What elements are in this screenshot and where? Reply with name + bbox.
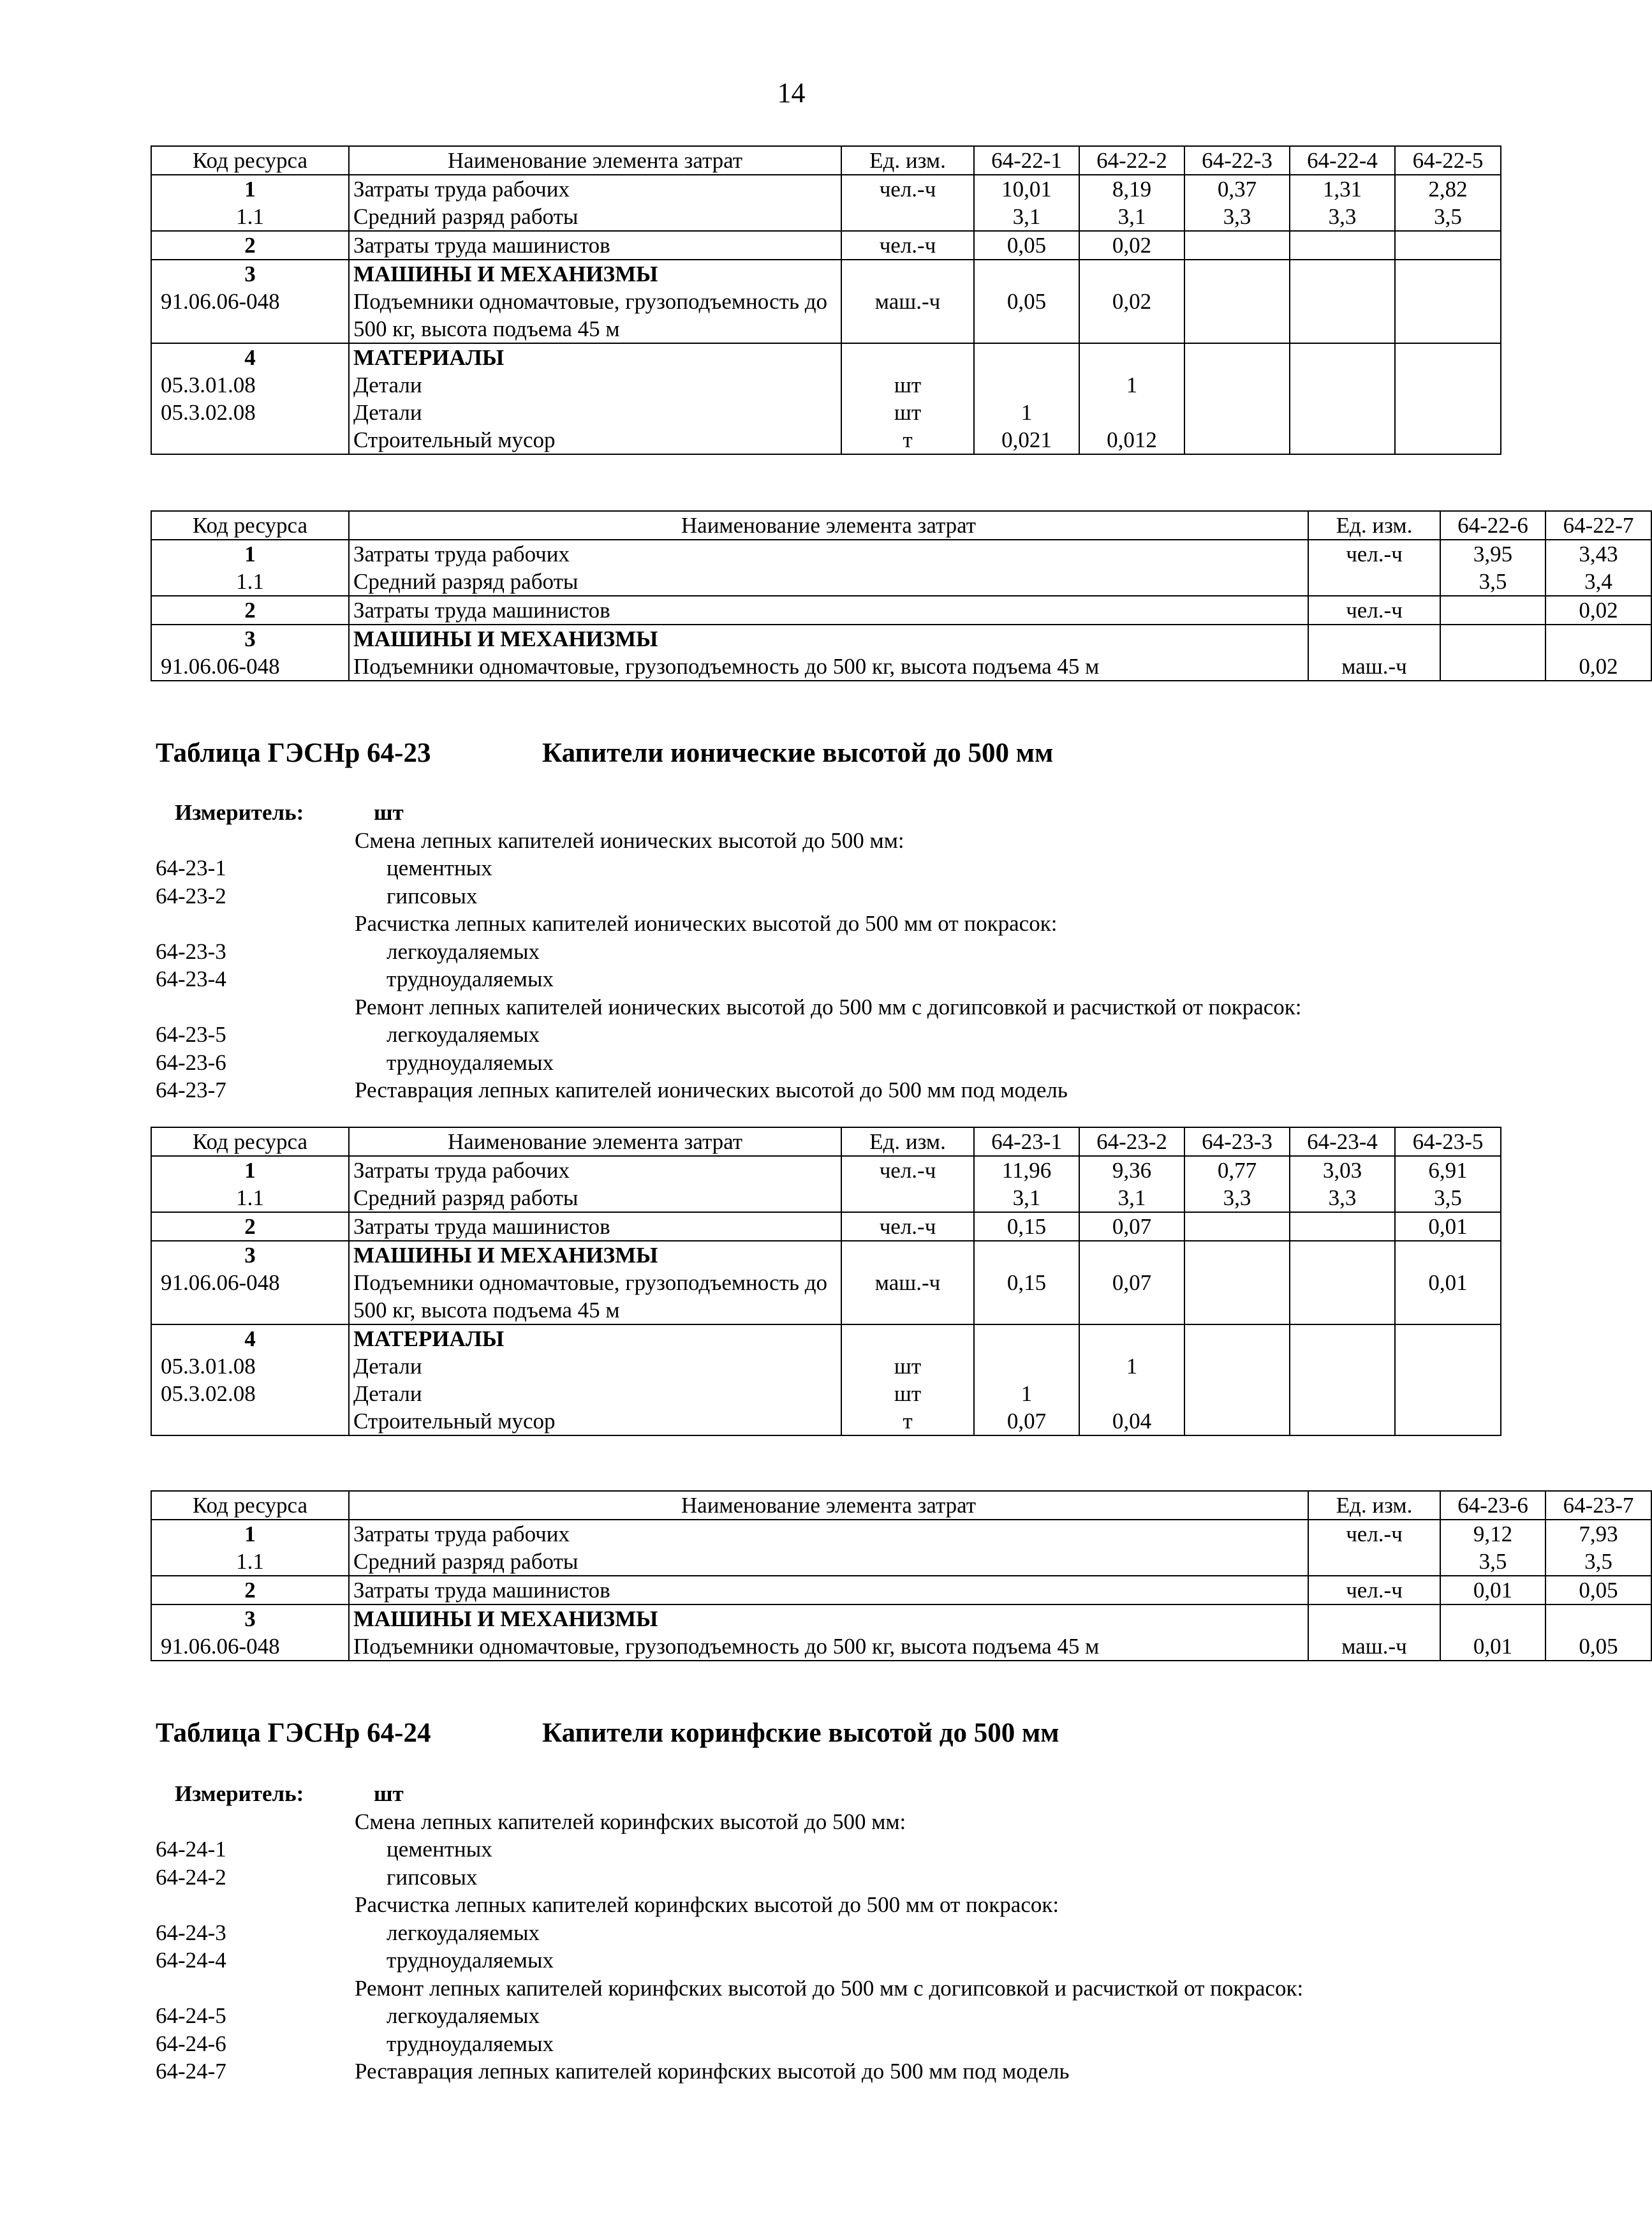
header-col: 64-23-5	[1395, 1127, 1501, 1156]
table-row	[151, 1604, 1651, 1661]
cell-value: 1	[1126, 373, 1138, 397]
resource-code: 3	[244, 626, 256, 651]
cell-value: 0,05	[1007, 233, 1047, 258]
cell-value: 3,5	[1584, 1549, 1612, 1574]
resource-code: 05.3.01.08	[161, 1354, 256, 1379]
cell-value: 3,5	[1479, 1549, 1507, 1574]
cell-value: 3,1	[1012, 1185, 1041, 1210]
cell-value: 2,82	[1428, 177, 1468, 202]
cell-value: 0,15	[1007, 1270, 1047, 1295]
resource-name: Детали	[353, 1354, 422, 1379]
list-item: 64-23-3 легкоудаляемых	[156, 938, 540, 964]
table-row	[151, 1212, 1501, 1241]
meter-block-64-23	[156, 799, 1495, 1104]
table-row	[151, 343, 1501, 454]
resource-name: Затраты труда рабочих	[353, 1158, 570, 1183]
cell-value: 0,05	[1579, 1634, 1618, 1659]
resource-unit: чел.-ч	[1346, 1522, 1403, 1546]
cell-value	[1189, 288, 1285, 315]
header-name: Наименование элемента затрат	[349, 146, 841, 175]
cell-value	[1445, 653, 1541, 680]
resource-name: Детали	[353, 1381, 422, 1406]
cell-value: 8,19	[1112, 177, 1152, 202]
resource-unit: т	[903, 1409, 913, 1434]
list-item: Смена лепных капителей ионических высотой до 500 мм:	[355, 827, 904, 853]
resource-unit: т	[903, 427, 913, 452]
cell-value: 3,5	[1434, 204, 1462, 229]
section-title: МАШИНЫ И МЕХАНИЗМЫ	[353, 626, 658, 651]
resource-name: Средний разряд работы	[353, 204, 579, 229]
table-row	[151, 596, 1651, 625]
cell-value	[978, 1325, 1075, 1352]
cell-value: 1	[1021, 1381, 1033, 1406]
resource-unit: шт	[894, 1381, 922, 1406]
resource-code: 91.06.06-048	[161, 289, 280, 314]
resource-unit: чел.-ч	[879, 1158, 936, 1183]
list-item: 64-24-3 легкоудаляемых	[156, 1920, 540, 1945]
list-item: Смена лепных капителей коринфских высотой до 500 мм:	[355, 1809, 906, 1834]
list-item: 64-23-1 цементных	[156, 856, 492, 880]
header-col: 64-23-1	[974, 1127, 1079, 1156]
header-unit: Ед. изм.	[841, 1127, 974, 1156]
header-name: Наименование элемента затрат	[349, 511, 1308, 540]
list-item: Расчистка лепных капителей ионических высотой до 500 мм от покрасок:	[355, 911, 1058, 936]
resource-code: 1.1	[236, 204, 264, 229]
resource-code: 3	[244, 1606, 256, 1631]
resource-code: 91.06.06-048	[161, 1270, 280, 1295]
table-row	[151, 625, 1651, 681]
header-code: Код ресурса	[151, 1127, 349, 1156]
resource-unit: шт	[894, 1354, 922, 1379]
resource-code: 05.3.01.08	[161, 373, 256, 397]
resource-name: Подъемники одномачтовые, грузоподъемность до 500 кг, высота подъема 45 м	[353, 1634, 1100, 1659]
cell-value: 0,05	[1007, 289, 1047, 314]
table-row	[151, 260, 1501, 343]
cell-value: 0,07	[1112, 1270, 1152, 1295]
resource-name: Строительный мусор	[353, 1409, 556, 1434]
header-col: 64-23-4	[1290, 1127, 1395, 1156]
cell-value: 3,43	[1579, 542, 1618, 567]
cell-value	[1294, 1269, 1390, 1296]
resource-unit: маш.-ч	[874, 289, 941, 314]
meter-block-64-24	[156, 1780, 1495, 2086]
cell-value: 0,02	[1579, 598, 1618, 623]
header-col: 64-23-7	[1545, 1491, 1651, 1520]
table-row	[151, 540, 1651, 596]
resource-table-64-22-part1	[151, 145, 1501, 455]
table-header-row	[151, 1491, 1651, 1520]
cell-value	[1084, 344, 1180, 371]
header-name: Наименование элемента затрат	[349, 1491, 1308, 1520]
cell-value: 9,12	[1473, 1522, 1513, 1546]
meter-label: Измеритель:	[175, 800, 304, 825]
resource-unit: чел.-ч	[879, 177, 936, 202]
resource-unit: чел.-ч	[879, 233, 936, 258]
cell-value	[1445, 597, 1541, 624]
resource-name: Затраты труда рабочих	[353, 177, 570, 202]
cell-value: 6,91	[1428, 1158, 1468, 1183]
list-item: 64-23-6 трудноудаляемых	[156, 1049, 554, 1075]
cell-value: 1	[1021, 400, 1033, 425]
resource-code: 2	[244, 1578, 256, 1603]
resource-name: Подъемники одномачтовые, грузоподъемность до 500 кг, высота подъема 45 м	[353, 654, 1100, 679]
section-title: МАШИНЫ И МЕХАНИЗМЫ	[353, 1606, 658, 1631]
cell-value: 11,96	[1001, 1158, 1052, 1183]
header-col: 64-23-3	[1184, 1127, 1290, 1156]
header-col: 64-22-6	[1440, 511, 1545, 540]
cell-value	[1084, 1325, 1180, 1352]
cell-value	[1399, 232, 1496, 259]
header-col: 64-22-7	[1545, 511, 1651, 540]
meter-label: Измеритель:	[175, 1781, 304, 1806]
list-item: 64-24-1 цементных	[156, 1837, 492, 1862]
header-col: 64-22-3	[1184, 146, 1290, 175]
resource-code: 1.1	[236, 569, 264, 594]
resource-code: 05.3.02.08	[161, 400, 256, 425]
list-item: 64-24-7 Реставрация лепных капителей коринфских высотой до 500 мм под модель	[156, 2059, 1070, 2084]
header-col: 64-22-4	[1290, 146, 1395, 175]
cell-value: 0,02	[1112, 289, 1152, 314]
resource-name: Затраты труда машинистов	[353, 1578, 610, 1603]
table-header-row	[151, 511, 1651, 540]
resource-name: Средний разряд работы	[353, 1549, 579, 1574]
cell-value	[978, 1352, 1075, 1380]
resource-name: Подъемники одномачтовые, грузоподъемность до 500 кг, высота подъема 45 м	[353, 1270, 827, 1323]
resource-unit: маш.-ч	[1341, 1634, 1407, 1659]
resource-code: 4	[244, 345, 256, 370]
resource-name: Затраты труда рабочих	[353, 1522, 570, 1546]
list-item: 64-23-7 Реставрация лепных капителей ионических высотой до 500 мм под модель	[156, 1078, 1068, 1102]
resource-name: Затраты труда машинистов	[353, 1214, 610, 1239]
resource-name: Детали	[353, 373, 422, 397]
resource-unit: маш.-ч	[1341, 654, 1407, 679]
cell-value: 3,3	[1328, 1185, 1357, 1210]
list-item: 64-23-5 легкоудаляемых	[156, 1022, 540, 1047]
resource-code: 1	[244, 542, 256, 567]
cell-value: 3,3	[1223, 204, 1251, 229]
cell-value: 3,1	[1117, 204, 1146, 229]
cell-value: 3,5	[1479, 569, 1507, 594]
list-item: 64-23-4 трудноудаляемых	[156, 967, 554, 991]
table-row	[151, 1156, 1501, 1212]
cell-value	[1294, 1213, 1390, 1240]
resource-name: Детали	[353, 400, 422, 425]
list-item: 64-24-5 легкоудаляемых	[156, 2003, 540, 2028]
cell-value: 3,03	[1322, 1158, 1362, 1183]
header-unit: Ед. изм.	[1308, 1491, 1440, 1520]
header-code: Код ресурса	[151, 146, 349, 175]
resource-code: 2	[244, 598, 256, 623]
table-heading-64-23	[156, 737, 1053, 769]
meter-value: шт	[374, 800, 404, 825]
resource-code: 3	[244, 1243, 256, 1268]
cell-value	[1084, 1380, 1180, 1407]
table-row	[151, 175, 1501, 231]
resource-code: 1	[244, 177, 256, 202]
header-col: 64-22-1	[974, 146, 1079, 175]
table-title: Капители коринфские высотой до 500 мм	[542, 1718, 1059, 1748]
resource-unit: чел.-ч	[879, 1214, 936, 1239]
resource-unit: чел.-ч	[1346, 542, 1403, 567]
resource-name: Затраты труда рабочих	[353, 542, 570, 567]
cell-value: 0,012	[1107, 427, 1157, 452]
resource-unit: шт	[894, 400, 922, 425]
cell-value	[978, 344, 1075, 371]
cell-value	[978, 371, 1075, 399]
list-item: 64-24-4 трудноудаляемых	[156, 1948, 554, 1973]
header-unit: Ед. изм.	[1308, 511, 1440, 540]
cell-value: 0,15	[1007, 1214, 1047, 1239]
resource-code: 2	[244, 1214, 256, 1239]
cell-value: 0,07	[1112, 1214, 1152, 1239]
table-number: Таблица ГЭСНр 64-23	[156, 738, 431, 768]
resource-code: 3	[244, 262, 256, 286]
cell-value: 0,07	[1007, 1409, 1047, 1434]
resource-unit: маш.-ч	[874, 1270, 941, 1295]
table-header-row	[151, 1127, 1501, 1156]
resource-code: 05.3.02.08	[161, 1381, 256, 1406]
cell-value: 10,01	[1001, 177, 1052, 202]
cell-value: 0,01	[1473, 1634, 1513, 1659]
section-title: МАШИНЫ И МЕХАНИЗМЫ	[353, 1243, 658, 1268]
cell-value: 1	[1126, 1354, 1138, 1379]
resource-code: 91.06.06-048	[161, 654, 280, 679]
resource-unit: шт	[894, 373, 922, 397]
cell-value: 0,01	[1473, 1578, 1513, 1603]
table-header-row	[151, 146, 1501, 175]
cell-value	[1189, 1269, 1285, 1296]
header-col: 64-22-5	[1395, 146, 1501, 175]
header-unit: Ед. изм.	[841, 146, 974, 175]
list-item: Ремонт лепных капителей коринфских высотой до 500 мм с догипсовкой и расчисткой от покрасок:	[355, 1975, 1304, 2001]
cell-value	[1399, 288, 1496, 315]
cell-value: 9,36	[1112, 1158, 1152, 1183]
resource-unit: чел.-ч	[1346, 598, 1403, 623]
cell-value: 0,01	[1428, 1214, 1468, 1239]
cell-value: 3,3	[1223, 1185, 1251, 1210]
cell-value	[1294, 288, 1390, 315]
resource-code: 1	[244, 1522, 256, 1546]
section-title: МАТЕРИАЛЫ	[353, 345, 505, 370]
table-row	[151, 1520, 1651, 1576]
resource-code: 1.1	[236, 1549, 264, 1574]
cell-value: 0,02	[1579, 654, 1618, 679]
list-item: 64-24-2 гипсовых	[156, 1864, 478, 1890]
cell-value: 0,05	[1579, 1578, 1618, 1603]
table-row	[151, 1324, 1501, 1435]
resource-name: Средний разряд работы	[353, 569, 579, 594]
cell-value	[1189, 232, 1285, 259]
resource-name: Строительный мусор	[353, 427, 556, 452]
resource-name: Затраты труда машинистов	[353, 233, 610, 258]
table-row	[151, 1241, 1501, 1324]
cell-value: 1,31	[1322, 177, 1362, 202]
cell-value: 3,95	[1473, 542, 1513, 567]
cell-value	[1189, 1213, 1285, 1240]
section-title: МАШИНЫ И МЕХАНИЗМЫ	[353, 262, 658, 286]
cell-value: 7,93	[1579, 1522, 1618, 1546]
cell-value: 0,04	[1112, 1409, 1152, 1434]
table-row	[151, 1576, 1651, 1604]
resource-code: 1.1	[236, 1185, 264, 1210]
header-col: 64-23-6	[1440, 1491, 1545, 1520]
resource-code: 91.06.06-048	[161, 1634, 280, 1659]
resource-name: Средний разряд работы	[353, 1185, 579, 1210]
resource-code: 4	[244, 1326, 256, 1351]
page-number: 14	[777, 77, 806, 108]
header-col: 64-23-2	[1079, 1127, 1184, 1156]
cell-value: 0,01	[1428, 1270, 1468, 1295]
cell-value: 3,3	[1328, 204, 1357, 229]
table-heading-64-24	[156, 1717, 1059, 1749]
header-code: Код ресурса	[151, 1491, 349, 1520]
resource-name: Затраты труда машинистов	[353, 598, 610, 623]
list-item: Ремонт лепных капителей ионических высотой до 500 мм с догипсовкой и расчисткой от покрасок:	[355, 994, 1302, 1019]
cell-value: 0,02	[1112, 233, 1152, 258]
cell-value: 3,5	[1434, 1185, 1462, 1210]
resource-table-64-22-part2	[151, 510, 1652, 681]
section-title: МАТЕРИАЛЫ	[353, 1326, 505, 1351]
cell-value: 3,1	[1117, 1185, 1146, 1210]
list-item: Расчистка лепных капителей коринфских высотой до 500 мм от покрасок:	[355, 1892, 1059, 1917]
resource-unit: чел.-ч	[1346, 1578, 1403, 1603]
list-item: 64-23-2 гипсовых	[156, 883, 478, 908]
table-number: Таблица ГЭСНр 64-24	[156, 1718, 431, 1748]
resource-code: 1	[244, 1158, 256, 1183]
cell-value: 3,4	[1584, 569, 1612, 594]
cell-value: 0,37	[1217, 177, 1257, 202]
header-name: Наименование элемента затрат	[349, 1127, 841, 1156]
resource-table-64-23-part2	[151, 1490, 1652, 1661]
resource-name: Подъемники одномачтовые, грузоподъемность до 500 кг, высота подъема 45 м	[353, 289, 827, 341]
list-item: 64-24-6 трудноудаляемых	[156, 2031, 554, 2056]
header-col: 64-22-2	[1079, 146, 1184, 175]
meter-value: шт	[374, 1781, 404, 1806]
resource-table-64-23-part1	[151, 1127, 1501, 1436]
cell-value: 3,1	[1012, 204, 1041, 229]
cell-value	[1084, 399, 1180, 426]
table-row	[151, 231, 1501, 260]
header-code: Код ресурса	[151, 511, 349, 540]
table-title: Капители ионические высотой до 500 мм	[542, 738, 1054, 768]
cell-value	[1294, 232, 1390, 259]
cell-value: 0,021	[1001, 427, 1052, 452]
resource-code: 2	[244, 233, 256, 258]
cell-value: 0,77	[1217, 1158, 1257, 1183]
